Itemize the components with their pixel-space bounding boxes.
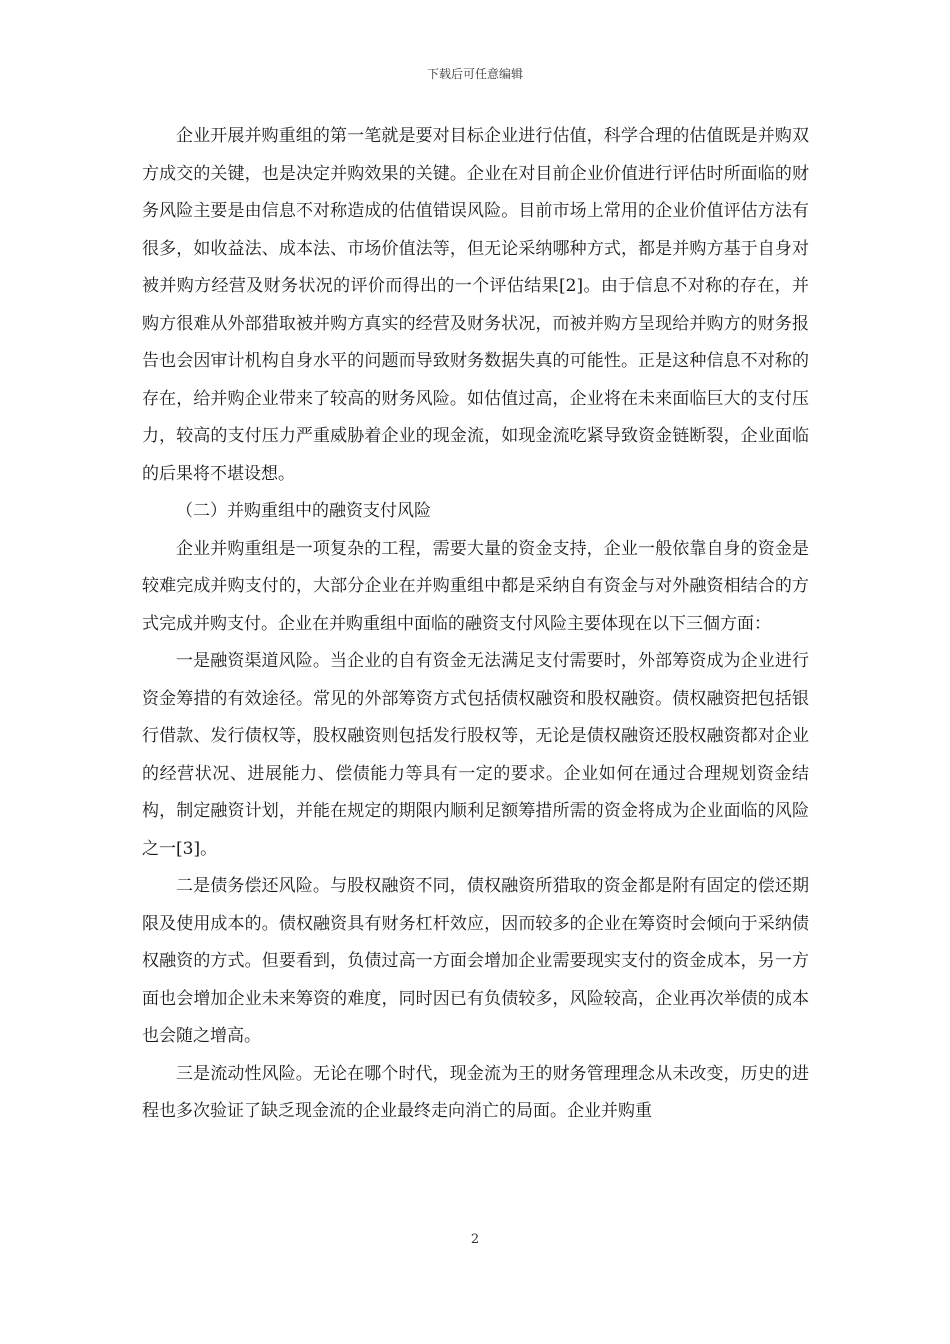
paragraph-valuation-risk: 企业开展并购重组的第一笔就是要对目标企业进行估值，科学合理的估值既是并购双方成交的关键，也是决定并购效果的关键。企业在对目前企业价值进行评估时所面临的财务风险主要是由信息不对称造成的估值错误风险。目前市场上常用的企业价值评估方法有很多，如收益法、成本法、市场价值法等，但无论采纳哪种方式，都是并购方基于自身对被并购方经营及财务状况的评价而得出的一个评估结果[2]。由于信息不对称的存在，并购方很难从外部猎取被并购方真实的经营及财务状况，而被并购方呈现给并购方的财务报告也会因审计机构自身水平的问题而导致财务数据失真的可能性。正是这种信息不对称的存在，给并购企业带来了较高的财务风险。如估值过高，企业将在未来面临巨大的支付压力，较高的支付压力严重威胁着企业的现金流，如现金流吃紧导致资金链断裂，企业面临的后果将不堪设想。 xyxy=(142,126,809,484)
document-body xyxy=(142,118,809,1131)
paragraph-debt-repayment-risk: 二是债务偿还风险。与股权融资不同，债权融资所猎取的资金都是附有固定的偿还期限及使用成本的。债权融资具有财务杠杆效应，因而较多的企业在筹资时会倾向于采纳债权融资的方式。但要看到，负债过高一方面会增加企业需要现实支付的资金成本，另一方面也会增加企业未来筹资的难度，同时因已有负债较多，风险较高，企业再次举债的成本也会随之增高。 xyxy=(142,876,809,1046)
paragraph-financing-channel-risk: 一是融资渠道风险。当企业的自有资金无法满足支付需要时，外部筹资成为企业进行资金筹措的有效途径。常见的外部筹资方式包括债权融资和股权融资。债权融资把包括银行借款、发行债权等，股权融资则包括发行股权等，无论是债权融资还股权融资都对企业的经营状况、进展能力、偿债能力等具有一定的要求。企业如何在通过合理规划资金结构，制定融资计划，并能在规定的期限内顺利足额筹措所需的资金将成为企业面临的风险之一[3]。 xyxy=(142,651,809,859)
paragraph-liquidity-risk: 三是流动性风险。无论在哪个时代，现金流为王的财务管理理念从未改变，历史的进程也多次验证了缺乏现金流的企业最终走向消亡的局面。企业并购重 xyxy=(142,1063,809,1121)
section-heading-financing-payment-risk: （二）并购重组中的融资支付风险 xyxy=(176,501,431,521)
paragraph-financing-overview: 企业并购重组是一项复杂的工程，需要大量的资金支持，企业一般依靠自身的资金是较难完成并购支付的，大部分企业在并购重组中都是采纳自有资金与对外融资相结合的方式完成并购支付。企业在并购重组中面临的融资支付风险主要体现在以下三個方面： xyxy=(142,538,809,634)
page-header: 下载后可任意编辑 xyxy=(426,67,523,81)
page-number: 2 xyxy=(470,1232,480,1247)
